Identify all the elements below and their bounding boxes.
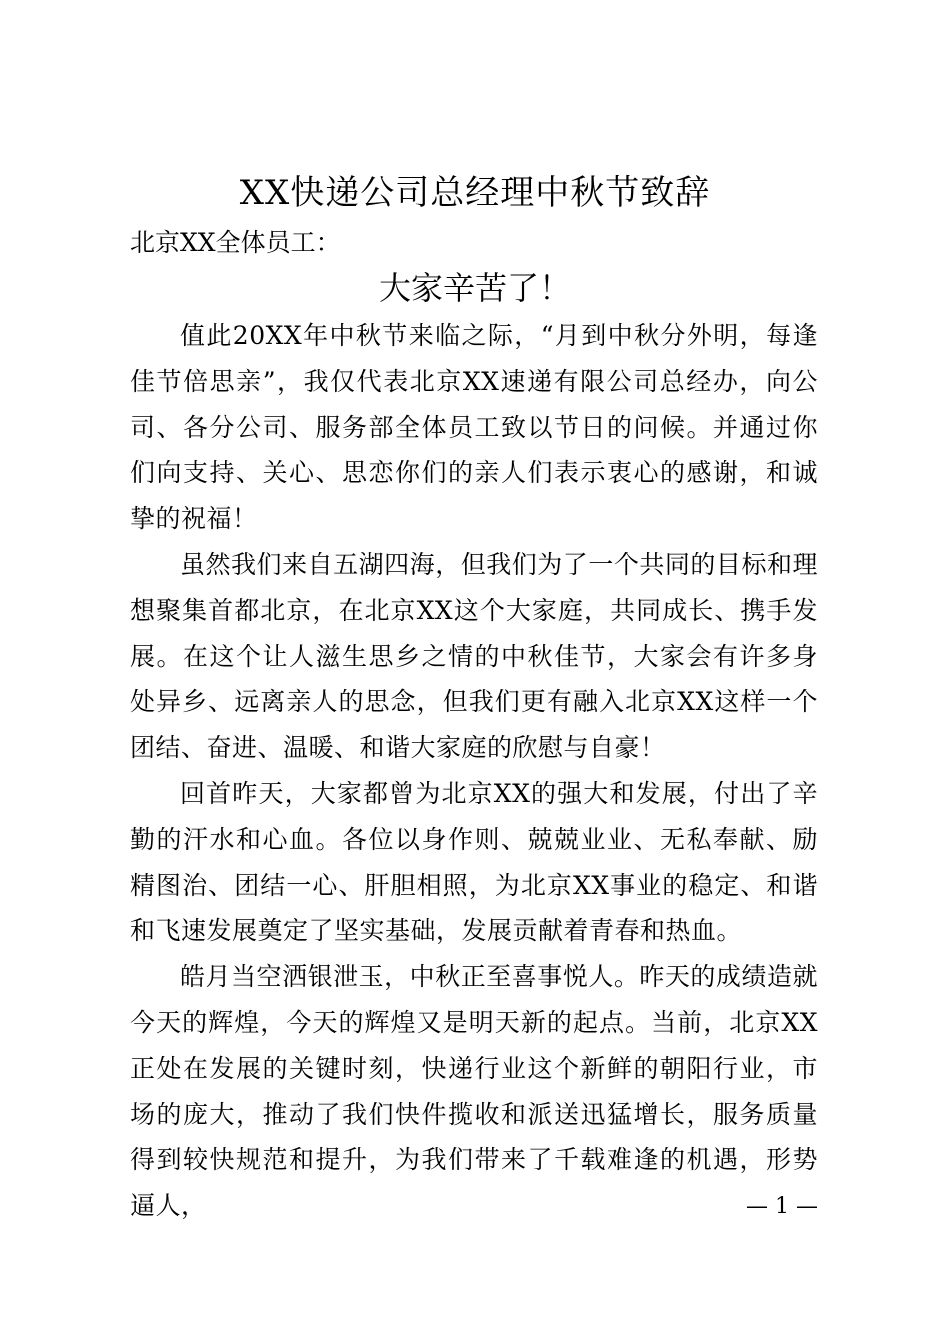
salutation: 北京XX全体员工： [130,228,341,257]
document-title: XX快递公司总经理中秋节致辞 [239,173,711,213]
paragraph-3: 回首昨天，大家都曾为北京XX的强大和发展，付出了辛勤的汗水和心血。各位以身作则、兢兢业业、无私奉献、励精图治、团结一心、肝胆相照，为北京XX事业的稳定、和谐和飞速发展奠定了坚实基础，发展贡献着青春和热血。 [130,778,818,946]
page-number: — 1 — [746,1194,818,1219]
paragraph-4: 皓月当空洒银泄玉，中秋正至喜事悦人。昨天的成绩造就今天的辉煌，今天的辉煌又是明天新的起点。当前，北京XX正处在发展的关键时刻，快递行业这个新鲜的朝阳行业，市场的庞大，推动了我们快件揽收和派送迅猛增长，服务质量得到较快规范和提升，为我们带来了千载难逢的机遇，形势逼人， [130,962,818,1221]
greeting: 大家辛苦了！ [378,269,571,307]
paragraph-1: 值此20XX年中秋节来临之际，“月到中秋分外明，每逢佳节倍思亲”，我仅代表北京XX速递有限公司总经办，向公司、各分公司、服务部全体员工致以节日的问候。并通过你们向支持、关心、思恋你们的亲人们表示衷心的感谢，和诚挚的祝福！ [130,321,818,534]
paragraph-2: 虽然我们来自五湖四海，但我们为了一个共同的目标和理想聚集首都北京，在北京XX这个大家庭，共同成长、携手发展。在这个让人滋生思乡之情的中秋佳节，大家会有许多身处异乡、远离亲人的思念，但我们更有融入北京XX这样一个团结、奋进、温暖、和谐大家庭的欣慰与自豪！ [130,549,818,763]
body-text [130,313,818,1229]
